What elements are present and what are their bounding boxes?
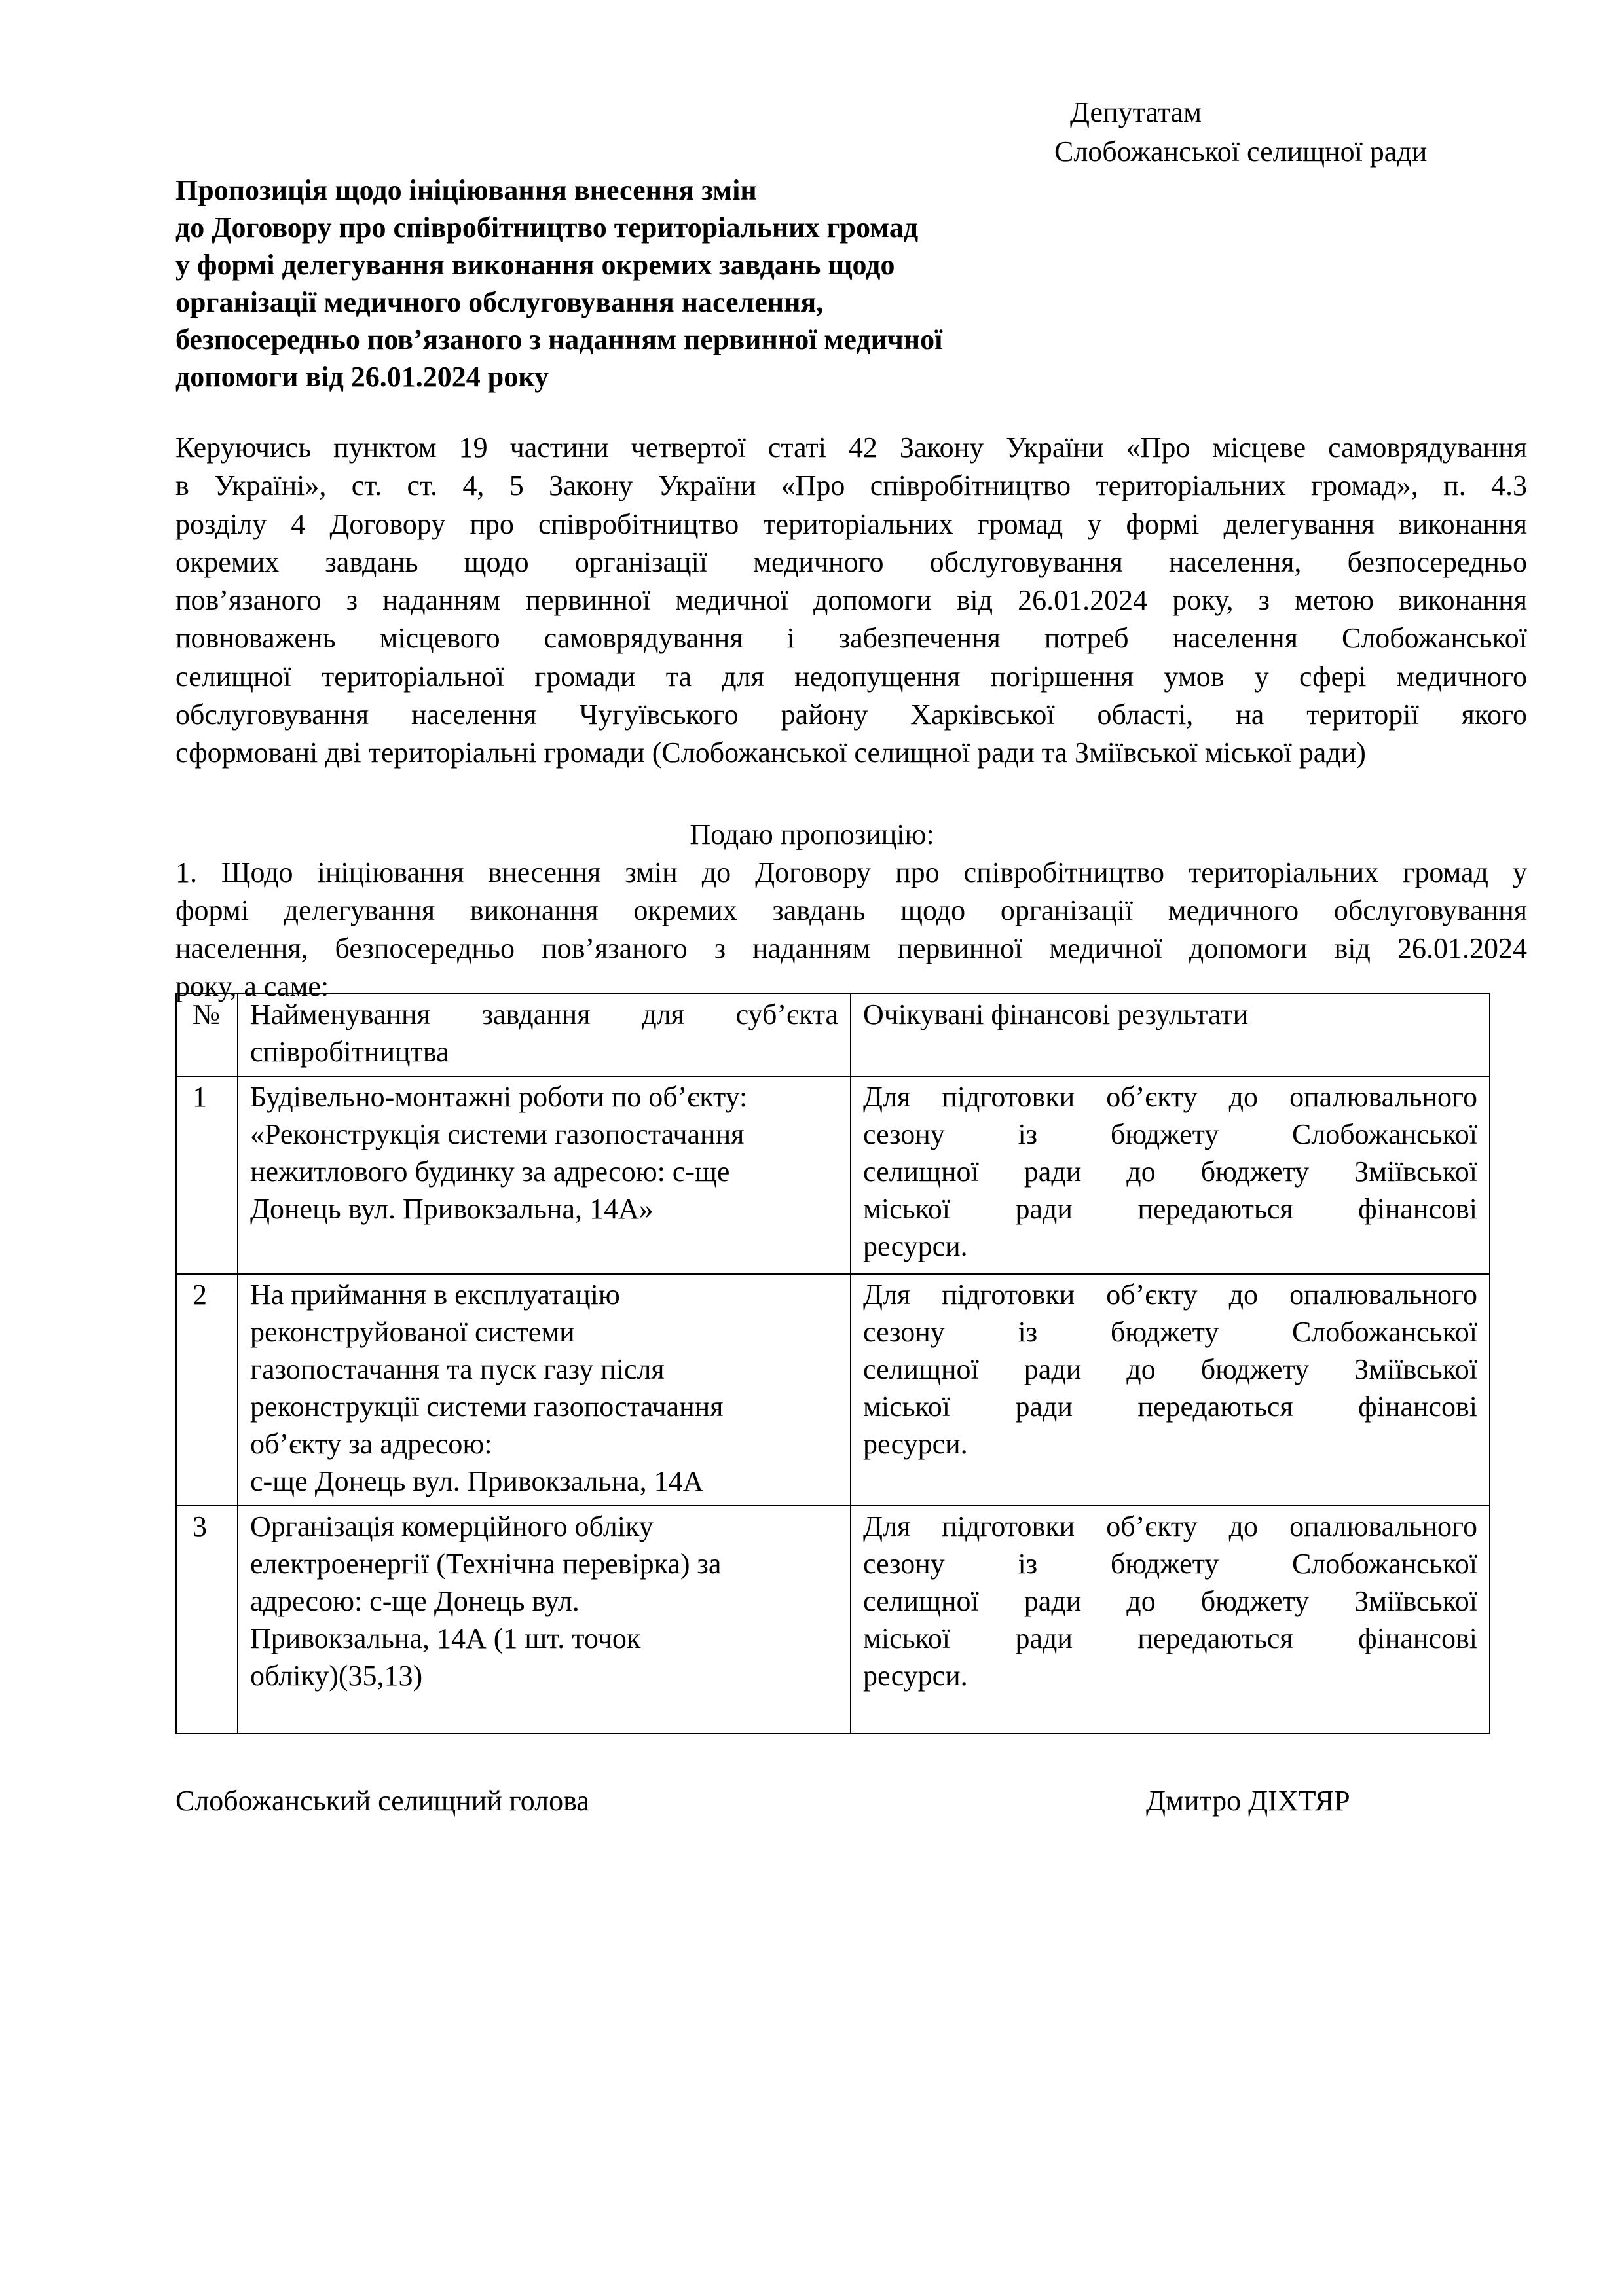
result-line: сезону із бюджету Слобожанської [863,1548,1477,1580]
preamble-line: розділу 4 Договору про співробітництво територіальних громад у формі делегування виконання [175,507,1527,540]
signatory-position: Слобожанський селищний голова [175,1785,589,1817]
task-line: Привокзальна, 14А (1 шт. точок [250,1622,641,1654]
task-line: електроенергії (Технічна перевірка) за [250,1548,722,1580]
result-line: селищної ради до бюджету Зміївської [863,1156,1477,1188]
result-line: сезону із бюджету Слобожанської [863,1118,1477,1150]
document-title [175,172,1092,395]
task-line: газопостачання та пуск газу після [250,1353,665,1385]
result-cell [851,1274,1490,1506]
title-line: Пропозиція щодо ініціювання внесення змін [175,174,757,206]
task-line: с-ще Донець вул. Привокзальна, 14А [250,1465,704,1497]
result-line: міської ради передаються фінансові [863,1622,1477,1654]
proposal-line: формі делегування виконання окремих завдань щодо організації медичного обслуговування [175,894,1527,926]
proposal-line: населення, безпосередньо пов’язаного з наданням первинної медичної допомоги від 26.01.2024 [175,932,1527,964]
row-number: 3 [176,1506,238,1734]
addressee-line-2: Слобожанської селищної ради [1054,136,1428,168]
column-header-task-line-1: Найменування завдання для суб’єкта [250,998,838,1030]
title-line: безпосередньо пов’язаного з наданням первинної медичної [175,323,943,355]
task-line: реконструкції системи газопостачання [250,1391,724,1423]
task-line: адресою: с-ще Донець вул. [250,1585,580,1617]
preamble-line: Керуючись пунктом 19 частини четвертої статі 42 Закону України «Про місцеве самоврядування [175,431,1527,464]
proposal-line: 1. Щодо ініціювання внесення змін до Договору про співробітництво територіальних громад у [175,856,1527,888]
tasks-table [175,993,1490,1734]
result-line: сезону із бюджету Слобожанської [863,1316,1477,1348]
task-line: обліку)(35,13) [250,1660,423,1692]
preamble-line: пов’язаного з наданням первинної медичної допомоги від 26.01.2024 року, з метою виконання [175,584,1527,617]
result-cell [851,1076,1490,1274]
addressee-line-1: Депутатам [1070,96,1202,128]
task-cell [238,1076,851,1274]
table-row [176,1274,1490,1506]
column-header-task-line-2: співробітництва [250,1036,449,1068]
column-header-task-text [250,996,838,1068]
task-line: Донець вул. Привокзальна, 14А» [250,1193,654,1225]
table-row [176,1506,1490,1734]
preamble-line: сформовані дві територіальні громади (Слобожанської селищної ради та Зміївської міської ради) [175,737,1366,769]
preamble-line: селищної територіальної громади та для недопущення погіршення умов у сфері медичного [175,660,1527,693]
task-line: «Реконструкція системи газопостачання [250,1118,745,1150]
row-number: 2 [176,1274,238,1506]
table-row [176,1076,1490,1274]
row-number: 1 [176,1076,238,1274]
result-line: селищної ради до бюджету Зміївської [863,1353,1477,1385]
task-line: На приймання в експлуатацію [250,1279,620,1311]
title-line: у формі делегування виконання окремих завдань щодо [175,249,895,281]
result-line: ресурси. [863,1428,968,1460]
result-line: Для підготовки об’єкту до опалювального [863,1081,1477,1113]
task-line: Організація комерційного обліку [250,1510,654,1542]
result-line: Для підготовки об’єкту до опалювального [863,1510,1477,1542]
addressee-block [1054,93,1427,172]
table-header-row [176,994,1490,1076]
task-line: Будівельно-монтажні роботи по об’єкту: [250,1081,748,1113]
preamble-line: в Україні», ст. ст. 4, 5 Закону України «Про співробітництво територіальних громад», п. 4.3 [175,469,1527,502]
title-line: до Договору про співробітництво територіальних громад [175,211,919,244]
task-line: реконструйованої системи [250,1316,575,1348]
task-line: об’єкту за адресою: [250,1428,492,1460]
column-header-task [238,994,851,1076]
result-line: ресурси. [863,1660,968,1692]
preamble-line: окремих завдань щодо організації медичного обслуговування населення, безпосередньо [175,545,1527,578]
preamble-line: обслуговування населення Чугуївського району Харківської області, на території якого [175,699,1527,731]
result-line: міської ради передаються фінансові [863,1193,1477,1225]
signatory-name: Дмитро ДІХТЯР [1146,1785,1350,1817]
result-cell [851,1506,1490,1734]
preamble-line: повноважень місцевого самоврядування і забезпечення потреб населення Слобожанської [175,622,1527,655]
title-line: допомоги від 26.01.2024 року [175,361,549,393]
proposal-heading: Подаю пропозицію: [690,818,934,850]
proposal-paragraph [175,854,1527,1006]
proposal-line: року, а саме: [175,970,329,1002]
preamble-paragraph [175,429,1527,773]
task-line: нежитлового будинку за адресою: с-ще [250,1156,730,1188]
result-line: міської ради передаються фінансові [863,1391,1477,1423]
task-cell [238,1506,851,1734]
column-header-result: Очікувані фінансові результати [851,994,1490,1076]
column-header-number: № [176,994,238,1076]
result-line: селищної ради до бюджету Зміївської [863,1585,1477,1617]
task-cell [238,1274,851,1506]
result-line: Для підготовки об’єкту до опалювального [863,1279,1477,1311]
result-line: ресурси. [863,1230,968,1262]
title-line: організації медичного обслуговування населення, [175,286,824,318]
